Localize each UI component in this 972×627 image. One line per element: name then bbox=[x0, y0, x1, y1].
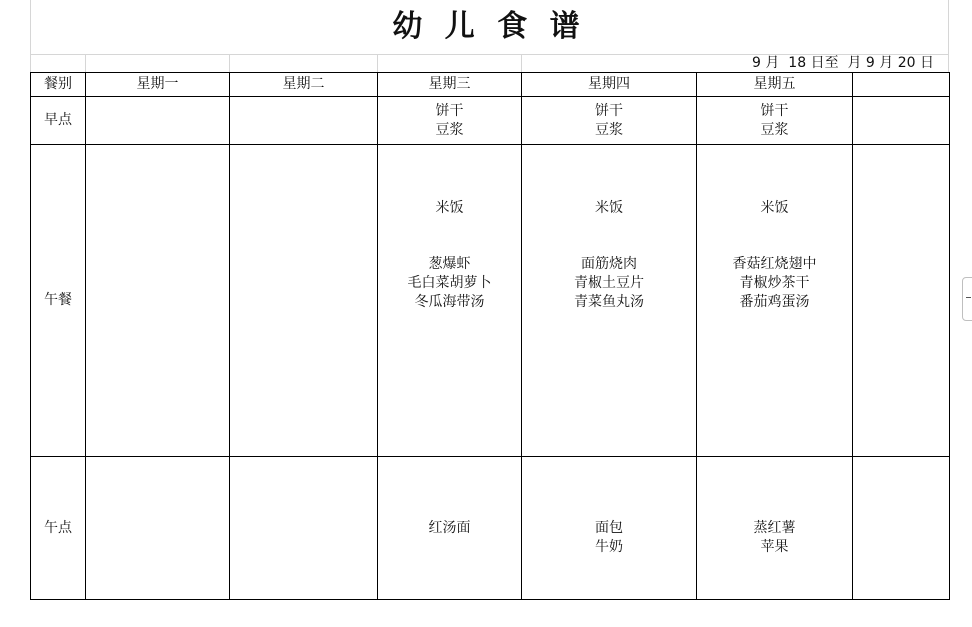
cell-tuesday-breakfast bbox=[230, 97, 378, 145]
date-range: 9 月 18 日至 月 9 月 20 日 bbox=[752, 55, 934, 71]
meal-label-snack: 午点 bbox=[31, 457, 86, 600]
menu-staple: 米饭 bbox=[435, 200, 464, 216]
header-meal-type: 餐别 bbox=[31, 73, 86, 97]
menu-item: 牛奶 bbox=[595, 539, 623, 555]
collapse-icon bbox=[966, 297, 971, 298]
menu-item: 青椒土豆片 bbox=[574, 275, 644, 291]
cell-extra-snack bbox=[853, 457, 950, 600]
cell-thursday-lunch bbox=[522, 145, 697, 457]
table-row-breakfast bbox=[31, 97, 950, 145]
menu-table bbox=[30, 72, 950, 600]
menu-item: 豆浆 bbox=[595, 121, 623, 138]
cell-wednesday-lunch bbox=[378, 145, 522, 457]
menu-item: 饼干 bbox=[435, 102, 464, 119]
cell-friday-breakfast bbox=[697, 97, 853, 145]
menu-item: 豆浆 bbox=[760, 121, 789, 138]
cell-tuesday-lunch bbox=[230, 145, 378, 457]
menu-staple: 米饭 bbox=[595, 200, 623, 216]
menu-item: 面包 bbox=[595, 520, 623, 536]
menu-item: 饼干 bbox=[595, 102, 623, 119]
header-extra bbox=[853, 73, 950, 97]
header-friday: 星期五 bbox=[697, 73, 853, 97]
cell-thursday-breakfast bbox=[522, 97, 697, 145]
menu-item: 青菜鱼丸汤 bbox=[574, 294, 644, 310]
cell-wednesday-snack bbox=[378, 457, 522, 600]
cell-monday-breakfast bbox=[86, 97, 230, 145]
page-title: 幼 儿 食 谱 bbox=[392, 9, 586, 44]
grid-line bbox=[521, 54, 522, 72]
cell-wednesday-breakfast bbox=[378, 97, 522, 145]
cell-tuesday-snack bbox=[230, 457, 378, 600]
menu-item: 红汤面 bbox=[428, 519, 471, 536]
cell-monday-lunch bbox=[86, 145, 230, 457]
cell-extra-breakfast bbox=[853, 97, 950, 145]
meal-label-lunch: 午餐 bbox=[31, 145, 86, 457]
menu-item: 香菇红烧翅中 bbox=[732, 256, 817, 272]
table-row-lunch bbox=[31, 145, 950, 457]
menu-item: 面筋烧肉 bbox=[581, 256, 637, 272]
menu-item: 蒸红薯 bbox=[753, 520, 796, 536]
cell-friday-lunch bbox=[697, 145, 853, 457]
menu-item: 豆浆 bbox=[435, 121, 464, 138]
side-panel-toggle[interactable] bbox=[962, 277, 972, 321]
cell-thursday-snack bbox=[522, 457, 697, 600]
grid-line bbox=[85, 54, 86, 72]
menu-item: 毛白菜胡萝卜 bbox=[407, 275, 492, 291]
menu-item: 葱爆虾 bbox=[428, 256, 471, 272]
header-thursday: 星期四 bbox=[522, 73, 697, 97]
menu-item: 冬瓜海带汤 bbox=[414, 294, 485, 310]
header-wednesday: 星期三 bbox=[378, 73, 522, 97]
menu-staple: 米饭 bbox=[760, 200, 789, 216]
meal-label-breakfast: 早点 bbox=[31, 97, 86, 145]
menu-item: 青椒炒茶干 bbox=[739, 275, 810, 291]
cell-friday-snack bbox=[697, 457, 853, 600]
menu-item: 番茄鸡蛋汤 bbox=[739, 294, 810, 310]
header-monday: 星期一 bbox=[86, 73, 230, 97]
menu-item: 苹果 bbox=[760, 539, 789, 555]
grid-line bbox=[948, 0, 949, 72]
grid-line bbox=[229, 54, 230, 72]
menu-item: 饼干 bbox=[760, 102, 789, 119]
header-tuesday: 星期二 bbox=[230, 73, 378, 97]
cell-extra-lunch bbox=[853, 145, 950, 457]
grid-line bbox=[377, 54, 378, 72]
header-row bbox=[31, 73, 950, 97]
table-row-snack bbox=[31, 457, 950, 600]
cell-monday-snack bbox=[86, 457, 230, 600]
